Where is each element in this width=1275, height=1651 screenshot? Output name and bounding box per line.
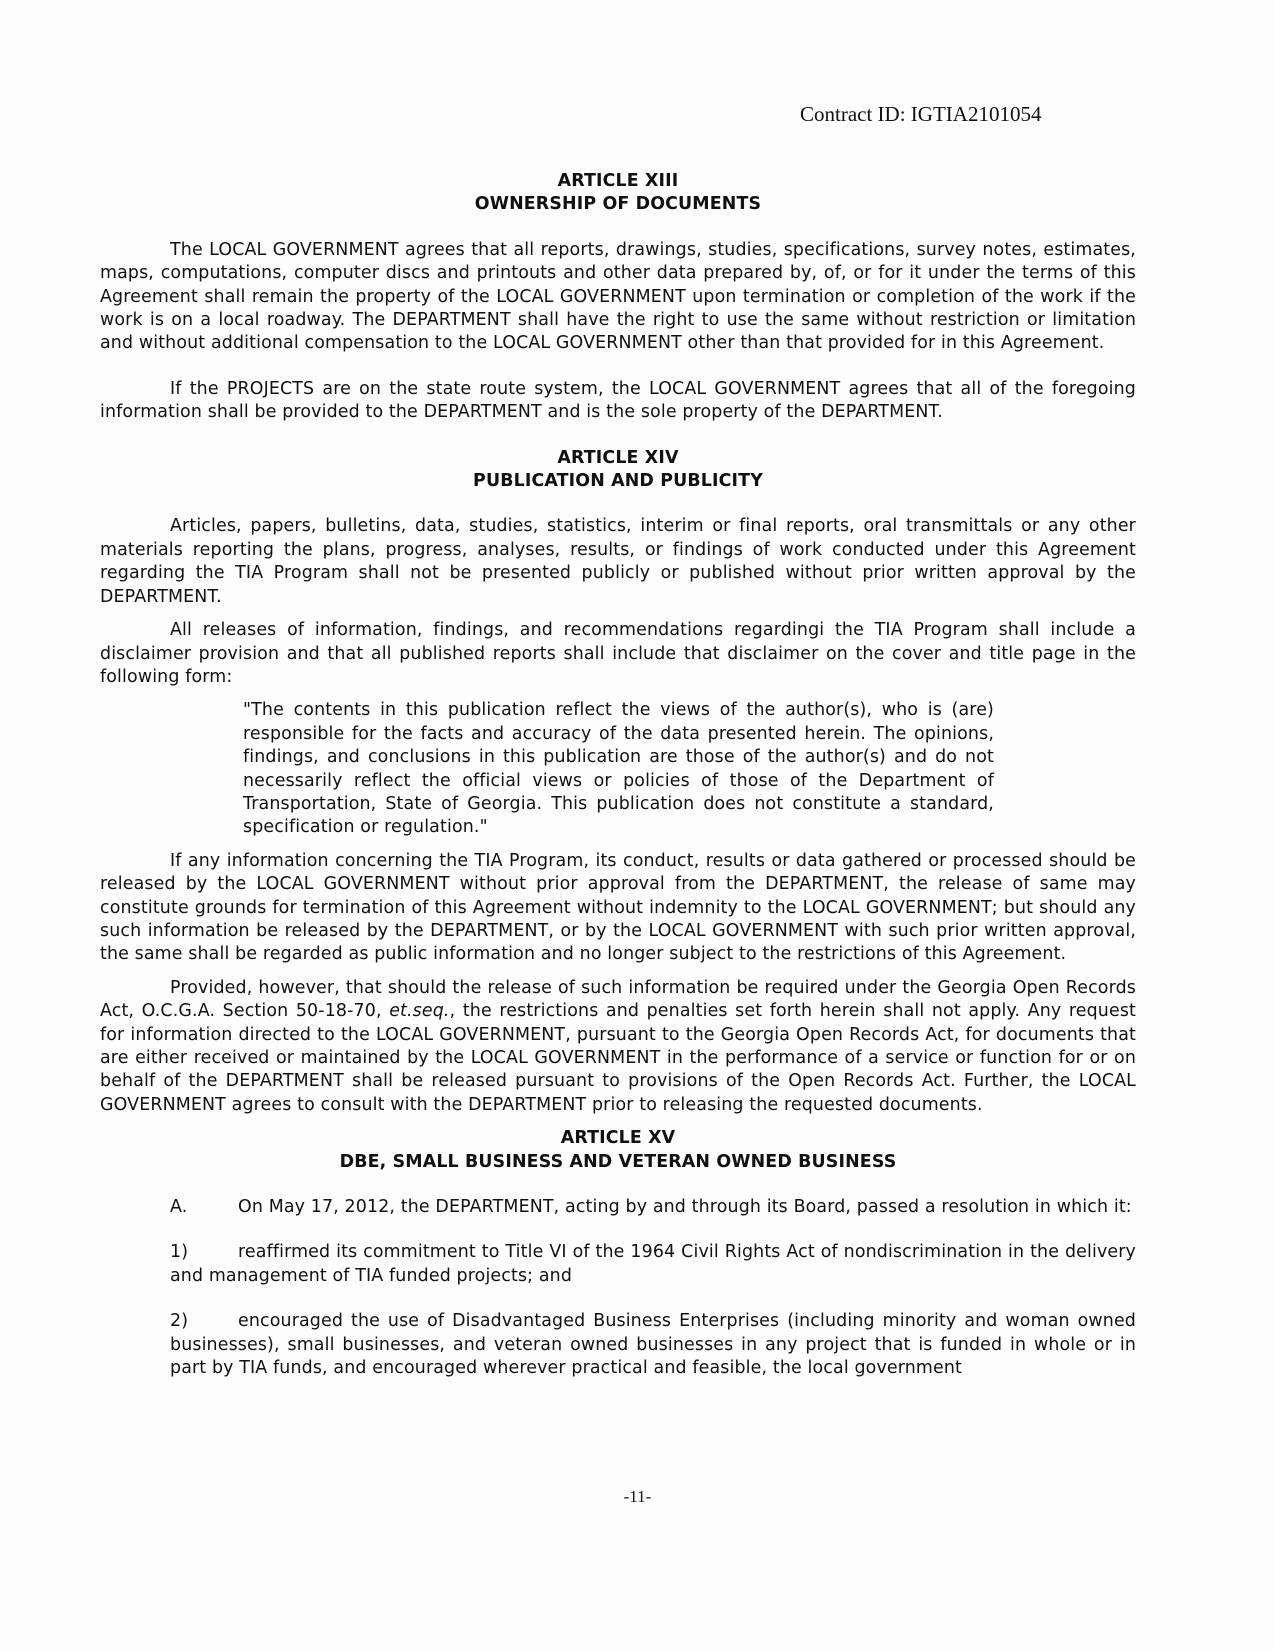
article-title: DBE, SMALL BUSINESS AND VETERAN OWNED BUSINESS [339,1151,897,1172]
paragraph: All releases of information, findings, and recommendations regardingi the TIA Program shall include a disclaimer provision and that all published reports shall include that disclaimer on the cover and title page in the following form: [100,620,1136,687]
article-title: OWNERSHIP OF DOCUMENTS [474,194,762,215]
article-number: ARTICLE XV [560,1128,676,1149]
item-label: 1) [170,1242,189,1263]
paragraph: The LOCAL GOVERNMENT agrees that all reports, drawings, studies, specifications, survey notes, estimates, maps, computations, computer discs and printouts and other data prepared by, of, or for it under the terms of this Agreement shall remain the property of the LOCAL GOVERNMENT upon termination or completion of the work if the work is on a local roadway. The DEPARTMENT shall have the right to use the same without restriction or limitation and without additional compensation to the LOCAL GOVERNMENT other than that provided for in this Agreement. [100,239,1136,354]
paragraph: If the PROJECTS are on the state route system, the LOCAL GOVERNMENT agrees that all of the foregoing information shall be provided to the DEPARTMENT and is the sole property of the DEPARTMENT. [100,378,1136,423]
item-label: A. [170,1197,188,1218]
article-xiii [100,170,1136,425]
article-title: PUBLICATION AND PUBLICITY [473,471,763,492]
item-text: encouraged the use of Disadvantaged Business Enterprises (including minority and woman owned businesses), small businesses, and veteran owned businesses in any project that is funded in whole or in part by TIA funds, and encouraged wherever practical and feasible, the local government [170,1311,1136,1379]
paragraph: Articles, papers, bulletins, data, studies, statistics, interim or final reports, oral transmittals or any other materials reporting the plans, progress, analyses, results, or findings of work conducted under this Agreement regarding the TIA Program shall not be presented publicly or published without prior written approval by the DEPARTMENT. [100,516,1136,607]
numbered-item [170,1241,1136,1288]
italic-citation: et.seq. [389,1001,450,1022]
paragraph: If any information concerning the TIA Program, its conduct, results or data gathered or processed should be released by the LOCAL GOVERNMENT without prior approval from the DEPARTMENT, the release of same may constitute grounds for termination of this Agreement without indemnity to the LOCAL GOVERNMENT; but should any such information be released by the DEPARTMENT, or by the LOCAL GOVERNMENT with such prior written approval, the same shall be regarded as public information and no longer subject to the restrictions of this Agreement. [100,850,1136,965]
text: Provided, however, that should the release of such information be required under the Georgia Open Records Act, O.C.G.A. Section 50-18-70, [100,977,1136,1022]
item-label: 2) [170,1311,189,1332]
paragraph-open-records [100,977,1136,1117]
page-number: -11- [623,1487,652,1506]
contract-id: Contract ID: IGTIA2101054 [800,102,1042,126]
item-a [100,1196,1136,1219]
disclaimer-quote: "The contents in this publication reflect the views of the author(s), who is (are) responsible for the facts and accuracy of the data presented herein. The opinions, findings, and conclusions in this publication are those of the author(s) and do not necessarily reflect the official views or policies of those of the Department of Transportation, State of Georgia. This publication does not constitute a standard, specification or regulation." [243,700,994,838]
document-body [100,170,1136,1380]
numbered-item [170,1310,1136,1380]
item-text: On May 17, 2012, the DEPARTMENT, acting by and through its Board, passed a resolution in which it: [238,1197,1132,1218]
article-xv [100,1127,1136,1380]
article-number: ARTICLE XIV [557,447,679,468]
text: , the restrictions and penalties set forth herein shall not apply. Any request for information directed to the LOCAL GOVERNMENT, pursuant to the Georgia Open Records Act, for documents that are either received or maintained by the LOCAL GOVERNMENT in the performance of a service or function for or on behalf of the DEPARTMENT shall be released pursuant to provisions of the Open Records Act. Further, the LOCAL GOVERNMENT agrees to consult with the DEPARTMENT prior to releasing the requested documents. [100,1001,1136,1115]
article-xiv [100,447,1136,1118]
item-text: reaffirmed its commitment to Title VI of the 1964 Civil Rights Act of nondiscrimination in the delivery and management of TIA funded projects; and [170,1242,1136,1286]
article-number: ARTICLE XIII [557,171,679,191]
